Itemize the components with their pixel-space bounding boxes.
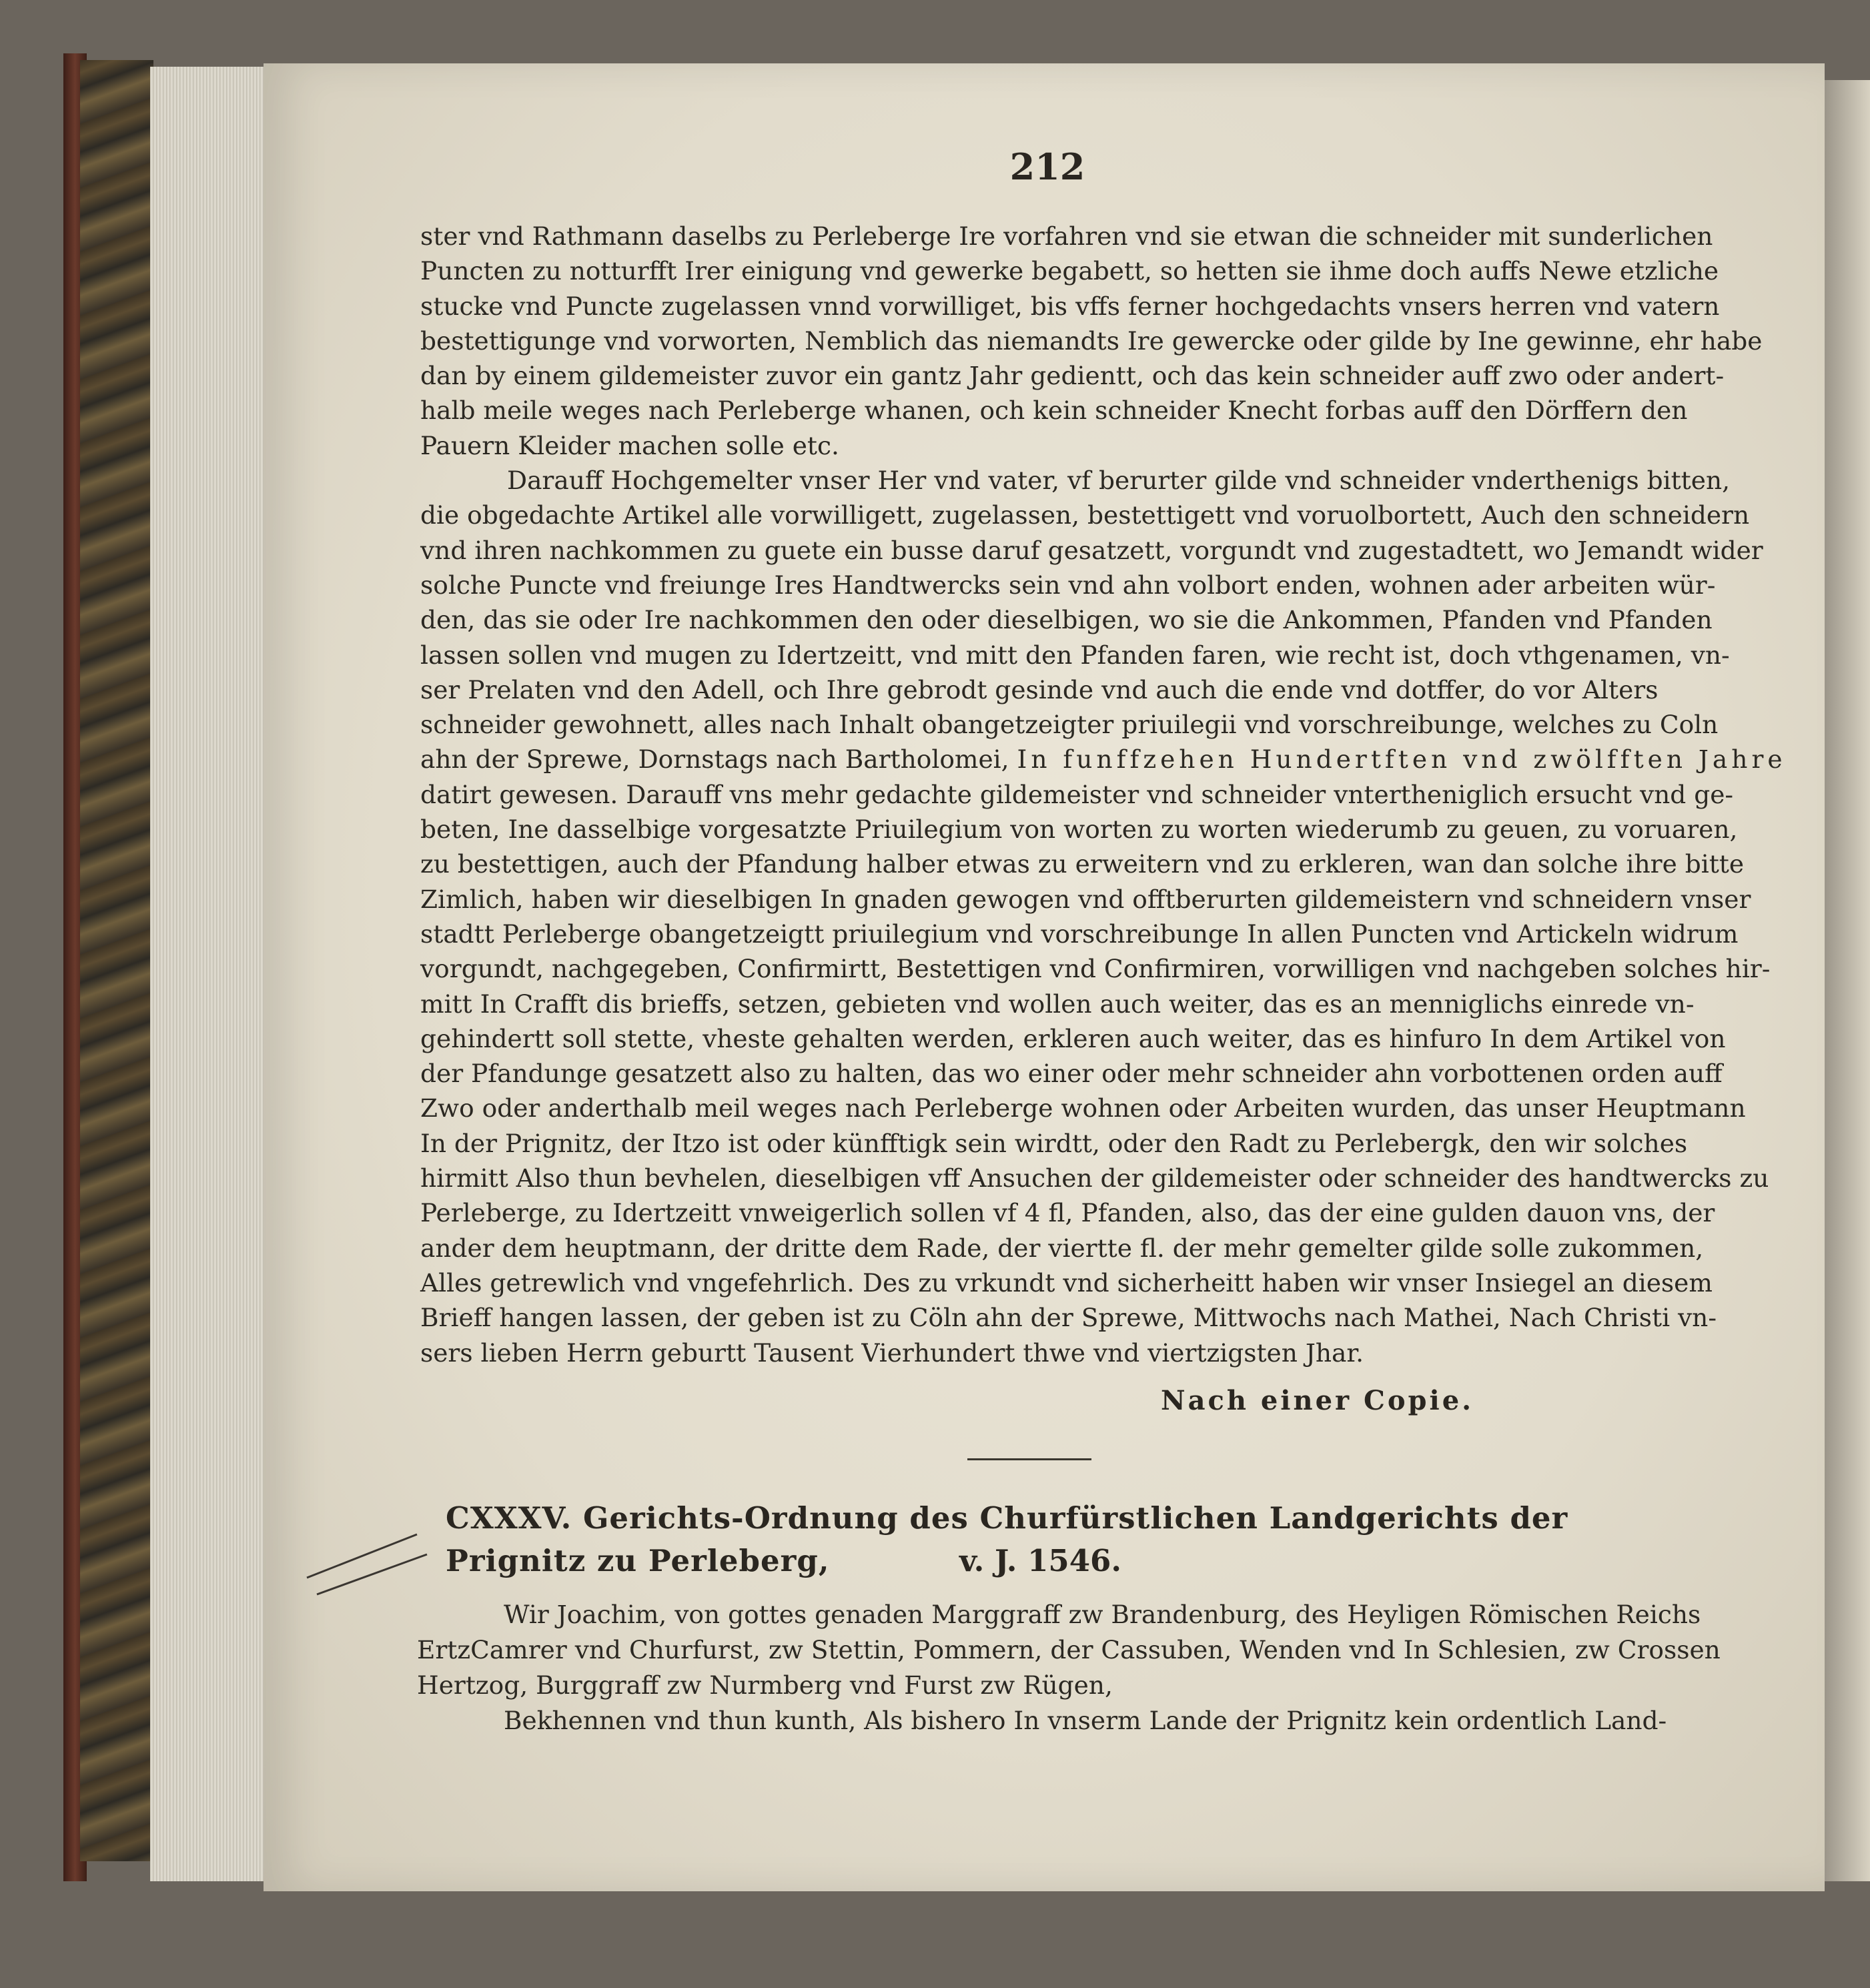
text-line: ser Prelaten vnd den Adell, och Ihre gebrodt gesinde vnd auch die ende vnd dotffer, do vor Alters xyxy=(420,674,1659,704)
text-line: hirmitt Also thun bevhelen, dieselbigen vff Ansuchen der gildemeister oder schneider des handtwercks zu xyxy=(420,1163,1769,1193)
heading-title: CXXXV. Gerichts-Ordnung des Churfürstlichen Landgerichts der Prignitz zu Perleberg, xyxy=(446,1500,1568,1578)
text-line: den, das sie oder Ire nachkommen den oder dieselbigen, wo sie die Ankommen, Pfanden vnd Pfanden xyxy=(420,605,1713,635)
text-line: Hertzog, Burggraff zw Nurmberg vnd Furst zw Rügen, xyxy=(417,1670,1113,1700)
text-line: dan by einem gildemeister zuvor ein gantz Jahr gedientt, och das kein schneider auff zwo oder andert- xyxy=(420,361,1725,391)
text-line: vnd ihren nachkommen zu guete ein busse daruf gesatzett, vorgundt vnd zugestadtett, wo Jemandt wider xyxy=(420,535,1763,565)
facing-page-edge xyxy=(1825,80,1870,1881)
text-line: beten, Ine dasselbige vorgesatzte Priuilegium von worten zu worten wiederumb zu geuen, zu voruaren, xyxy=(420,815,1738,845)
text-line: bestettigunge vnd vorworten, Nemblich das niemandts Ire gewercke oder gilde by Ine gewinne, ehr habe xyxy=(420,326,1763,356)
text-line: stucke vnd Puncte zugelassen vnnd vorwilliget, bis vffs ferner hochgedachts vnsers herren vnd vatern xyxy=(420,291,1720,321)
text-line: vorgundt, nachgegeben, Confirmirtt, Bestettigen vnd Confirmiren, vorwilligen vnd nachgeben solches hir- xyxy=(420,954,1771,984)
text-line: In der Prignitz, der Itzo ist oder künfftigk sein wirdtt, oder den Radt zu Perlebergk, den wir solches xyxy=(420,1128,1688,1158)
section-divider xyxy=(967,1458,1091,1460)
text-line: Zimlich, haben wir dieselbigen In gnaden gewogen vnd offtberurten gildemeistern vnd schneidern vnser xyxy=(420,884,1751,914)
text-segment: ahn der Sprewe, Dornstags nach Bartholomei, xyxy=(420,744,1017,775)
text-line: schneider gewohnett, alles nach Inhalt obangetzeigter priuilegii vnd vorschreibunge, welches zu Coln xyxy=(420,710,1719,740)
source-note: Nach einer Copie. xyxy=(1161,1385,1474,1416)
text-line xyxy=(420,742,1787,777)
text-line: ErtzCamrer vnd Churfurst, zw Stettin, Pommern, der Cassuben, Wenden vnd In Schlesien, zw Crossen xyxy=(417,1635,1721,1664)
text-line: die obgedachte Artikel alle vorwilligett, zugelassen, bestettigett vnd voruolbortett, Auch den schneidern xyxy=(420,500,1750,530)
text-line: stadtt Perleberge obangetzeigtt priuilegium vnd vorschreibunge In allen Puncten vnd Artickeln widrum xyxy=(420,919,1739,949)
text-line: Alles getrewlich vnd vngefehrlich. Des zu vrkundt vnd sicherheitt haben wir vnser Insiegel an diesem xyxy=(420,1268,1713,1298)
text-line: datirt gewesen. Darauff vns mehr gedachte gildemeister vnd schneider vntertheniglich ersucht vnd ge- xyxy=(420,779,1734,809)
text-line: gehindertt soll stette, vheste gehalten werden, erkleren auch weiter, das es hinfuro In dem Artikel von xyxy=(420,1023,1726,1053)
section-heading xyxy=(446,1497,1647,1582)
text-line: zu bestettigen, auch der Pfandung halber etwas zu erweitern vnd zu erkleren, wan dan solche ihre bitte xyxy=(420,849,1745,879)
page-number: 212 xyxy=(1009,145,1085,188)
text-line: lassen sollen vnd mugen zu Idertzeitt, vnd mitt den Pfanden faren, wie recht ist, doch vthgenamen, vn- xyxy=(420,640,1730,670)
spaced-date-text: In funffzehen Hundertften vnd zwölfften Jahre xyxy=(1017,744,1787,775)
text-line: Puncten zu notturfft Irer einigung vnd gewerke begabett, so hetten sie ihme doch auffs Newe etzliche xyxy=(420,256,1719,286)
text-line: der Pfandunge gesatzett also zu halten, das wo einer oder mehr schneider ahn vorbottenen orden auff xyxy=(420,1059,1723,1089)
text-line: ster vnd Rathmann daselbs zu Perleberge Ire vorfahren vnd sie etwan die schneider mit sunderlichen xyxy=(420,221,1713,251)
text-line: Perleberge, zu Idertzeitt vnweigerlich sollen vf 4 fl, Pfanden, also, das der eine gulden dauon vns, der xyxy=(420,1198,1715,1228)
text-line: solche Puncte vnd freiunge Ires Handtwercks sein vnd ahn volbort enden, wohnen ader arbeiten wür- xyxy=(420,570,1716,600)
heading-date: v. J. 1546. xyxy=(959,1543,1121,1578)
section-body-text xyxy=(417,1597,1721,1738)
pencil-mark-icon xyxy=(304,1528,430,1601)
text-line: Pauern Kleider machen solle etc. xyxy=(420,430,839,460)
text-line: Darauff Hochgemelter vnser Her vnd vater, vf berurter gilde vnd schneider vnderthenigs bitten, xyxy=(507,466,1731,496)
text-line: Brieff hangen lassen, der geben ist zu Cöln ahn der Sprewe, Mittwochs nach Mathei, Nach Christi vn- xyxy=(420,1303,1717,1333)
page-edges xyxy=(150,67,270,1881)
text-line: Zwo oder anderthalb meil weges nach Perleberge wohnen oder Arbeiten wurden, das unser Heuptmann xyxy=(420,1093,1746,1123)
text-line: Wir Joachim, von gottes genaden Marggraff zw Brandenburg, des Heyligen Römischen Reichs xyxy=(504,1600,1701,1629)
text-line: Bekhennen vnd thun kunth, Als bishero In vnserm Lande der Prignitz kein ordentlich Land- xyxy=(504,1706,1667,1735)
text-line: halb meile weges nach Perleberge whanen, och kein schneider Knecht forbas auff den Dörffern den xyxy=(420,396,1688,426)
marbled-cover xyxy=(80,60,153,1861)
text-line: sers lieben Herrn geburtt Tausent Vierhundert thwe vnd viertzigsten Jhar. xyxy=(420,1338,1364,1368)
body-text xyxy=(420,219,1787,1370)
text-line: ander dem heuptmann, der dritte dem Rade, der viertte fl. der mehr gemelter gilde solle zukommen, xyxy=(420,1233,1704,1263)
text-line: mitt In Crafft dis brieffs, setzen, gebieten vnd wollen auch weiter, das es an menniglichs einrede vn- xyxy=(420,989,1695,1019)
